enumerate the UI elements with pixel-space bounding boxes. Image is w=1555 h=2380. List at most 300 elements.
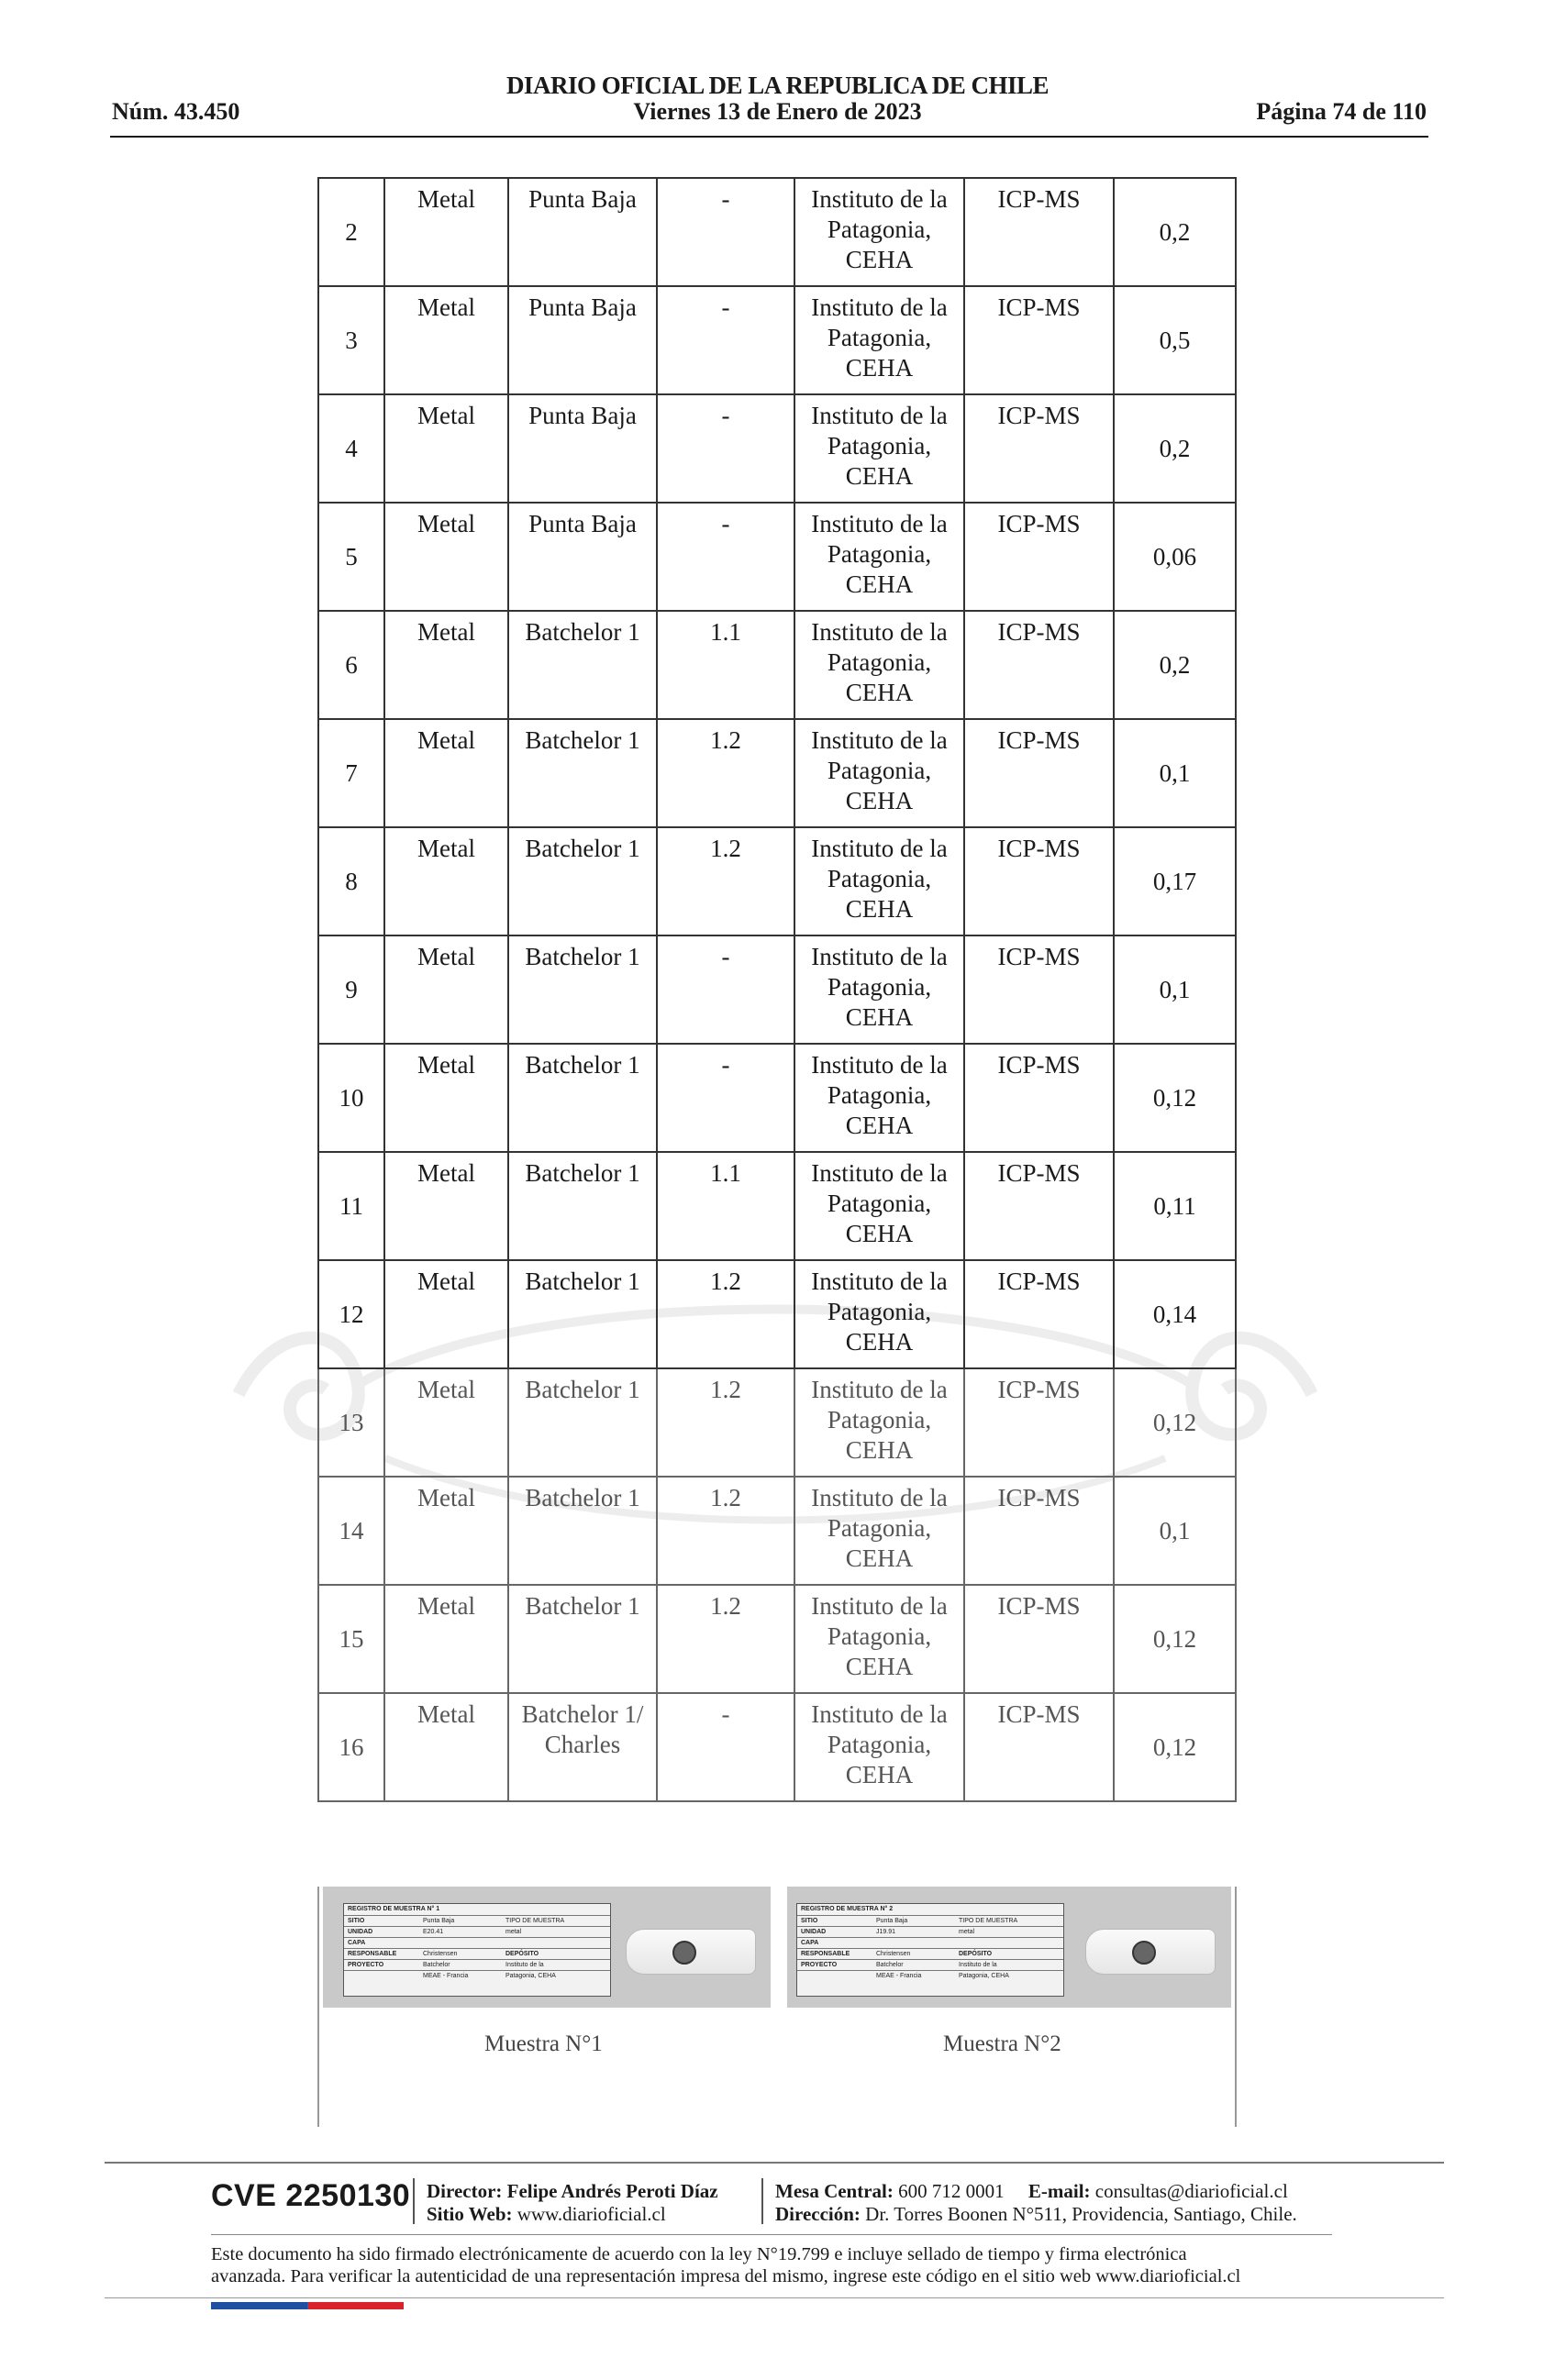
sample-type: Metal (417, 1267, 475, 1295)
unit: 1.1 (710, 1159, 741, 1187)
repository-line: Patagonia, (827, 1406, 932, 1434)
table-cell (1114, 1693, 1236, 1801)
table-cell (384, 827, 508, 935)
table-cell (794, 1693, 964, 1801)
row-number: 15 (339, 1624, 364, 1653)
table-cell (318, 1152, 384, 1260)
repository-line: CEHA (845, 679, 914, 706)
table-cell (384, 1152, 508, 1260)
table-cell (384, 1368, 508, 1477)
table-row (318, 394, 1236, 503)
card-label: CAPA (801, 1940, 819, 1946)
table-cell (1114, 503, 1236, 611)
value: 0,1 (1159, 975, 1191, 1003)
repository-line: Patagonia, (827, 1190, 932, 1217)
table-cell (318, 286, 384, 394)
card-value: Punta Baja (876, 1918, 908, 1924)
repository (795, 287, 963, 383)
repository (795, 1153, 963, 1249)
site: Batchelor 1 (525, 835, 640, 862)
table-cell (318, 394, 384, 503)
card-label: RESPONSABLE (801, 1951, 850, 1957)
table-cell (964, 394, 1114, 503)
table-cell (384, 611, 508, 719)
repository-line: Instituto de la (811, 1267, 948, 1295)
samples-panel (317, 1887, 1237, 2127)
repository-line: Patagonia, (827, 324, 932, 351)
repository-line: Patagonia, (827, 1622, 932, 1650)
table-row (318, 1368, 1236, 1477)
sample-type: Metal (417, 1700, 475, 1728)
address-label: Dirección: (775, 2203, 861, 2225)
table-cell (1114, 286, 1236, 394)
repository-line: Instituto de la (811, 1700, 948, 1728)
value: 0,06 (1152, 542, 1197, 570)
table-cell (384, 1477, 508, 1585)
director-label: Director: (427, 2180, 503, 2202)
table-row (318, 178, 1236, 286)
email-label: E-mail: (1027, 2180, 1091, 2202)
card-label: TIPO DE MUESTRA (505, 1918, 565, 1924)
mesa-phone: 600 712 0001 (898, 2180, 1005, 2202)
technique: ICP-MS (997, 402, 1081, 429)
mesa-label: Mesa Central: (775, 2180, 894, 2202)
table-row (318, 1260, 1236, 1368)
table-cell (964, 1585, 1114, 1693)
table-cell (964, 827, 1114, 935)
site: Batchelor 1 (525, 1051, 640, 1079)
legal-notice (211, 2243, 1349, 2287)
issue-number: Núm. 43.450 (112, 98, 240, 125)
legal-line: Este documento ha sido firmado electrónicamente de acuerdo con la ley N°19.799 e incluye sellado de tiempo y firma electrónica (211, 2244, 1187, 2264)
repository-line: CEHA (845, 1220, 914, 1247)
sample-type: Metal (417, 618, 475, 646)
repository-line: CEHA (845, 570, 914, 598)
card-label: PROYECTO (348, 1962, 384, 1968)
table-cell (1114, 827, 1236, 935)
table-cell (318, 1368, 384, 1477)
repository-line: CEHA (845, 354, 914, 382)
table-cell (794, 1260, 964, 1368)
card-value: Instituto de la (959, 1962, 997, 1968)
cve-code: CVE 2250130 (211, 2178, 411, 2213)
table-row (318, 827, 1236, 935)
header-rule (110, 136, 1428, 138)
table-cell (508, 1368, 657, 1477)
table-cell (1114, 178, 1236, 286)
table-cell (1114, 1368, 1236, 1477)
table-cell (964, 178, 1114, 286)
value: 0,11 (1153, 1191, 1196, 1220)
technique: ICP-MS (997, 726, 1081, 754)
sample-register-card-2 (796, 1903, 1064, 1997)
table-cell (318, 611, 384, 719)
table-cell (794, 935, 964, 1044)
table-cell (794, 611, 964, 719)
unit: - (721, 293, 730, 321)
repository-line: Instituto de la (811, 835, 948, 862)
repository-line: Instituto de la (811, 1376, 948, 1403)
table-cell (508, 1044, 657, 1152)
address: Dr. Torres Boonen N°511, Providencia, Santiago, Chile. (865, 2203, 1297, 2225)
table-cell (964, 935, 1114, 1044)
site: Batchelor 1/ Charles (521, 1700, 644, 1758)
site: Batchelor 1 (525, 1484, 640, 1511)
table-cell (657, 394, 794, 503)
page-number: Página 74 de 110 (1256, 98, 1427, 125)
repository-line: Instituto de la (811, 1592, 948, 1620)
table-cell (794, 1044, 964, 1152)
repository (795, 828, 963, 924)
value: 0,12 (1152, 1408, 1197, 1436)
footer-rule (105, 2162, 1444, 2164)
site: Batchelor 1 (525, 943, 640, 970)
web-label: Sitio Web: (427, 2203, 513, 2225)
card-value: J19.91 (876, 1929, 896, 1935)
table-cell (1114, 719, 1236, 827)
row-number: 13 (339, 1408, 364, 1436)
card-label: RESPONSABLE (348, 1951, 397, 1957)
card-label: TIPO DE MUESTRA (959, 1918, 1018, 1924)
repository-line: Patagonia, (827, 973, 932, 1001)
table-cell (794, 503, 964, 611)
unit: - (721, 510, 730, 537)
card-value: Batchelor (876, 1962, 904, 1968)
repository-line: CEHA (845, 787, 914, 814)
table-cell (657, 286, 794, 394)
sample-type: Metal (417, 185, 475, 213)
sample-type: Metal (417, 1484, 475, 1511)
card-label: SITIO (348, 1918, 365, 1924)
table-cell (384, 1044, 508, 1152)
table-row (318, 286, 1236, 394)
repository (795, 504, 963, 600)
footer-separator (413, 2178, 415, 2224)
repository-line: CEHA (845, 1003, 914, 1031)
technique: ICP-MS (997, 618, 1081, 646)
table-cell (964, 719, 1114, 827)
repository-line: Instituto de la (811, 185, 948, 213)
table-cell (1114, 1477, 1236, 1585)
repository-line: Patagonia, (827, 1081, 932, 1109)
repository-line: CEHA (845, 246, 914, 273)
table-row (318, 1477, 1236, 1585)
technique: ICP-MS (997, 943, 1081, 970)
card-value: E20.41 (423, 1929, 444, 1935)
repository-line: Instituto de la (811, 726, 948, 754)
table-cell (318, 178, 384, 286)
table-cell (1114, 1152, 1236, 1260)
table-row (318, 1044, 1236, 1152)
repository-line: Patagonia, (827, 648, 932, 676)
repository-line: Patagonia, (827, 540, 932, 568)
table-cell (1114, 935, 1236, 1044)
repository-line: Patagonia, (827, 1298, 932, 1325)
table-cell (964, 1368, 1114, 1477)
table-cell (384, 503, 508, 611)
metal-sample-vial-icon (626, 1929, 756, 1975)
table-cell (964, 1693, 1114, 1801)
sample-type: Metal (417, 943, 475, 970)
table-cell (384, 1260, 508, 1368)
table-cell (1114, 1260, 1236, 1368)
value: 0,1 (1159, 758, 1191, 787)
table-row (318, 1693, 1236, 1801)
value: 0,2 (1159, 650, 1191, 679)
table-cell (657, 827, 794, 935)
site: Batchelor 1 (525, 1267, 640, 1295)
site: Punta Baja (528, 510, 637, 537)
sample-type: Metal (417, 835, 475, 862)
sample-caption-1: Muestra N°1 (484, 2031, 603, 2056)
table-cell (794, 827, 964, 935)
repository-line: CEHA (845, 1653, 914, 1680)
unit: - (721, 943, 730, 970)
table-row (318, 503, 1236, 611)
table-cell (657, 1368, 794, 1477)
table-cell (964, 286, 1114, 394)
table-cell (657, 935, 794, 1044)
value: 0,2 (1159, 434, 1191, 462)
card-label: UNIDAD (801, 1929, 827, 1935)
repository (795, 395, 963, 492)
value: 0,17 (1152, 867, 1197, 895)
repository-line: Instituto de la (811, 402, 948, 429)
table-cell (318, 503, 384, 611)
table-cell (794, 1477, 964, 1585)
sample-type: Metal (417, 1159, 475, 1187)
footer-separator (761, 2178, 763, 2224)
table-cell (318, 1693, 384, 1801)
site: Batchelor 1 (525, 1376, 640, 1403)
table-cell (657, 178, 794, 286)
table-cell (794, 1152, 964, 1260)
repository-line: Instituto de la (811, 510, 948, 537)
repository (795, 1369, 963, 1466)
repository-line: Patagonia, (827, 216, 932, 243)
repository-line: CEHA (845, 895, 914, 923)
sample-caption-2: Muestra N°2 (943, 2031, 1061, 2056)
row-number: 12 (339, 1300, 364, 1328)
row-number: 5 (345, 542, 358, 570)
technique: ICP-MS (997, 1700, 1081, 1728)
technique: ICP-MS (997, 1159, 1081, 1187)
value: 0,12 (1152, 1624, 1197, 1653)
site: Punta Baja (528, 293, 637, 321)
value: 0,12 (1152, 1083, 1197, 1112)
sample-type: Metal (417, 1592, 475, 1620)
table-cell (384, 1693, 508, 1801)
table-cell (657, 1477, 794, 1585)
sample-type: Metal (417, 726, 475, 754)
table-row (318, 1152, 1236, 1260)
row-number: 10 (339, 1083, 364, 1112)
table-cell (318, 1477, 384, 1585)
repository-line: CEHA (845, 1328, 914, 1356)
card-label: PROYECTO (801, 1962, 838, 1968)
flag-stripe-red (307, 2302, 404, 2309)
unit: - (721, 1700, 730, 1728)
table-cell (964, 1044, 1114, 1152)
table-cell (1114, 394, 1236, 503)
repository-line: Patagonia, (827, 432, 932, 459)
flag-stripe-blue (211, 2302, 307, 2309)
row-number: 16 (339, 1732, 364, 1761)
repository (795, 720, 963, 816)
table-row (318, 719, 1236, 827)
email-link[interactable]: consultas@diarioficial.cl (1094, 2180, 1288, 2202)
card-label: DEPÓSITO (959, 1951, 993, 1957)
table-cell (508, 935, 657, 1044)
row-number: 7 (345, 758, 358, 787)
row-number: 14 (339, 1516, 364, 1544)
repository-line: Instituto de la (811, 943, 948, 970)
repository-line: CEHA (845, 1761, 914, 1788)
repository-line: Patagonia, (827, 757, 932, 784)
card-value: metal (959, 1929, 975, 1935)
unit: 1.2 (710, 726, 741, 754)
analysis-table-wrapper (317, 177, 1235, 1802)
unit: 1.1 (710, 618, 741, 646)
repository-line: Instituto de la (811, 1484, 948, 1511)
repository-line: Instituto de la (811, 293, 948, 321)
table-cell (508, 1585, 657, 1693)
table-cell (318, 1044, 384, 1152)
value: 0,12 (1152, 1732, 1197, 1761)
repository-line: Instituto de la (811, 1051, 948, 1079)
technique: ICP-MS (997, 1376, 1081, 1403)
card-label: CAPA (348, 1940, 366, 1946)
table-cell (794, 719, 964, 827)
row-number: 9 (345, 975, 358, 1003)
table-row (318, 935, 1236, 1044)
card-value: MEAE - Francia (876, 1973, 922, 1979)
unit: 1.2 (710, 1592, 741, 1620)
sample-type: Metal (417, 1051, 475, 1079)
technique: ICP-MS (997, 293, 1081, 321)
card-value: metal (505, 1929, 522, 1935)
table-cell (318, 827, 384, 935)
site: Batchelor 1 (525, 618, 640, 646)
repository-line: CEHA (845, 1436, 914, 1464)
unit: 1.2 (710, 1484, 741, 1511)
table-cell (508, 827, 657, 935)
sample-register-card-1 (343, 1903, 611, 1997)
card-value: Christensen (876, 1951, 911, 1957)
repository (795, 179, 963, 275)
row-number: 11 (339, 1191, 363, 1220)
table-cell (794, 178, 964, 286)
value: 0,14 (1152, 1300, 1197, 1328)
legal-line: avanzada. Para verificar la autenticidad de una representación impresa del mismo, ingrese este código en el sitio web www.diarioficial.cl (211, 2266, 1241, 2286)
table-cell (508, 1693, 657, 1801)
card-value: Patagonia, CEHA (505, 1973, 556, 1979)
table-cell (964, 611, 1114, 719)
table-cell (508, 719, 657, 827)
table-cell (964, 503, 1114, 611)
publication-title: DIARIO OFICIAL DE LA REPUBLICA DE CHILE (505, 72, 1050, 99)
repository-line: Patagonia, (827, 1731, 932, 1758)
director-name: Felipe Andrés Peroti Díaz (506, 2180, 718, 2202)
card-label: DEPÓSITO (505, 1951, 539, 1957)
technique: ICP-MS (997, 185, 1081, 213)
repository (795, 1586, 963, 1682)
repository-line: Patagonia, (827, 1514, 932, 1542)
repository (795, 1045, 963, 1141)
table-cell (657, 719, 794, 827)
repository (795, 1694, 963, 1790)
row-number: 4 (345, 434, 358, 462)
row-number: 3 (345, 326, 358, 354)
footer-rule-inner (211, 2234, 1332, 2235)
sample-type: Metal (417, 402, 475, 429)
table-cell (964, 1260, 1114, 1368)
repository-line: Patagonia, (827, 865, 932, 892)
table-cell (384, 286, 508, 394)
analysis-table (317, 177, 1237, 1802)
repository-line: Instituto de la (811, 1159, 948, 1187)
value: 0,2 (1159, 217, 1191, 246)
sample-type: Metal (417, 293, 475, 321)
table-cell (657, 1693, 794, 1801)
table-cell (508, 1152, 657, 1260)
unit: 1.2 (710, 835, 741, 862)
card-value: Patagonia, CEHA (959, 1973, 1009, 1979)
sample-type: Metal (417, 1376, 475, 1403)
value: 0,5 (1159, 326, 1191, 354)
table-cell (1114, 1585, 1236, 1693)
table-cell (384, 1585, 508, 1693)
table-cell (1114, 611, 1236, 719)
technique: ICP-MS (997, 1592, 1081, 1620)
unit: - (721, 185, 730, 213)
site: Batchelor 1 (525, 726, 640, 754)
technique: ICP-MS (997, 1267, 1081, 1295)
card-value: Christensen (423, 1951, 458, 1957)
table-cell (657, 1044, 794, 1152)
web-link[interactable]: www.diarioficial.cl (516, 2203, 666, 2225)
repository (795, 1261, 963, 1357)
table-cell (384, 394, 508, 503)
repository-line: Instituto de la (811, 618, 948, 646)
table-cell (508, 503, 657, 611)
table-cell (794, 286, 964, 394)
unit: - (721, 1051, 730, 1079)
technique: ICP-MS (997, 1484, 1081, 1511)
sample-photo-1 (323, 1887, 771, 2008)
unit: - (721, 402, 730, 429)
repository (795, 1478, 963, 1574)
card-label: UNIDAD (348, 1929, 373, 1935)
card-value: MEAE - Francia (423, 1973, 469, 1979)
table-cell (794, 1585, 964, 1693)
unit: 1.2 (710, 1267, 741, 1295)
card-value: Instituto de la (505, 1962, 544, 1968)
technique: ICP-MS (997, 1051, 1081, 1079)
row-number: 2 (345, 217, 358, 246)
repository-line: CEHA (845, 1544, 914, 1572)
table-cell (657, 1152, 794, 1260)
sample-type: Metal (417, 510, 475, 537)
table-cell (508, 611, 657, 719)
technique: ICP-MS (997, 835, 1081, 862)
table-cell (508, 286, 657, 394)
site: Punta Baja (528, 402, 637, 429)
table-cell (657, 611, 794, 719)
table-cell (318, 935, 384, 1044)
metal-sample-vial-icon (1085, 1929, 1216, 1975)
footer-contact-block (775, 2180, 1297, 2226)
